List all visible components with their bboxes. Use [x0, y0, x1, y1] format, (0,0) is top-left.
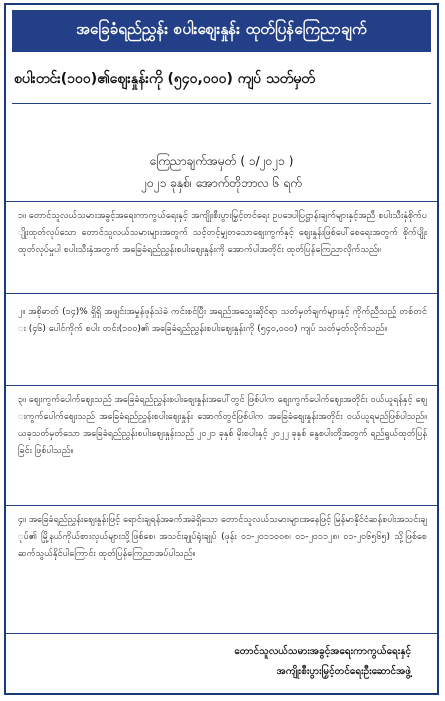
- notice-sheet: [4, 3, 439, 695]
- paragraph-2: [6, 293, 437, 385]
- paragraph-text: ၃။ စျေးကွက်ပေါက်စျေးသည် အခြေခံရည်ညွှန်းစပါးစျေးနှုန်းအပေါ်တွင် ဖြစ်ပါက စျေးကွက်ပေါက်စျေးအတိုင်း ဝယ်ယူရန်နှင့် စျေးကွက်ပေါက်စျေးသည် အခြေခံရည်ညွှန်းစပါးစျေးနှုန်း အောက်တွင်ဖြစ်ပါက အခြေခံစျေးနှုန်းအတိုင်း ဝယ်ယူရမည်ဖြစ်ပါသည်။ ယခုသတ်မှတ်သော အခြေခံရည်ညွှန်းစပါးစျေးနှုန်းသည် ၂၀၂၁ ခုနှစ် မိုးစပါးနှင့် ၂၀၂၂ ခုနှစ် နွေစပါးတို့အတွက် ရည်ရွယ်ထုတ်ပြန်ခြင်း ဖြစ်ပါသည်။: [18, 395, 427, 456]
- signature-line-2: အကျိုးစီးပွားမြှင့်တင်ရေးဦးဆောင်အဖွဲ့: [276, 666, 411, 677]
- paragraph-text: ၄။ အခြေခံရည်ညွှန်းစျေးနှုန်းဖြင့် ရောင်းချရန်အခက်အခဲရှိသော တောင်သူလယ်သမားများအနေဖြင့် မြန်မာနိုင်ငံဆန်စပါးအသင်းချုပ်၏ မြို့နယ်ကိုယ်စားလှယ်များသို့ဖြစ်စေ၊ အသင်းချုပ်ရုံးချုပ် (ဖုန်း ၀၁-၂၀၁၁၀၀၈၊ ၀၁-၂၀၁၁၂၈၊ ၀၁-၂၀၆၅၆၅) သို့ဖြစ်စေ ဆက်သွယ်နိုင်ပါကြောင်း ထုတ်ပြန်ကြေညာအပ်ပါသည်။: [18, 515, 427, 559]
- signature-block: [6, 633, 437, 693]
- paragraph-3: [6, 385, 437, 505]
- price-headline: စပါးတင်း(၁၀၀)၏စျေးနှုန်းကို (၅၄၀,၀၀၀) ကျပ် သတ်မှတ်: [14, 71, 315, 87]
- divider: [12, 103, 431, 104]
- paragraph-1: [6, 201, 437, 293]
- paragraph-4: [6, 505, 437, 633]
- signature-line-1: တောင်သူလယ်သမားအခွင့်အရေးကာကွယ်ရေးနှင့်: [234, 646, 411, 657]
- notice-number: ကြေညာချက်အမှတ် ( ၁/၂၀၂၁ ): [149, 154, 294, 168]
- paragraph-text: ၂။ အစိုဓာတ် (၁၄)% ရှိရှိ အဖျင်းအမှုန်ဖုန်သဲခဲ ကင်းစင်ပြီး အရည်အသွေးဆိုင်ရာ သတ်မှတ်ချက်များနှင့် ကိုက်ညီသည့် တစ်တင်း (၄၆) ပေါင်ကိုက် စပါး တင်း(၁၀၀)၏ အခြေခံရည်ညွှန်းစပါးစျေးနှုန်းကို (၅၄၀,၀၀၀) ကျပ် သတ်မှတ်လိုက်သည်။: [18, 307, 427, 334]
- notice-date: ၂၀၂၁ ခုနှစ်၊ အောက်တိုဘာလ ၆ ရက်: [141, 176, 302, 190]
- paragraph-text: ၁။ တောင်သူလယ်သမားအခွင့်အရေးကာကွယ်ရေးနှင့် အကျိုးစီးပွားမြှင့်တင်ရေး ဥပဒေပါပြဋ္ဌာန်းချက်များနှင့်အညီ စပါးသီးနှံစိုက်ပျိုးထုတ်လုပ်သော တောင်သူလယ်သမားများအတွက် သင့်တင့်မျှတသောစျေးကွက်နှင့် စျေးနှုန်းဖြစ်ပေါ်စေရေးအတွက် စိုက်ပျိုးထုတ်လုပ်မှုပါ စပါးသီးနှံအတွက် အခြေခံရည်ညွှန်းစပါးစျေးနှုန်းကို အောက်ပါအတိုင်း ထုတ်ပြန်ကြေညာလိုက်သည်။: [18, 211, 427, 255]
- notice-banner: အခြေခံရည်ညွှန်း စပါးစျေးနှုန်း ထုတ်ပြန်ကြေညာချက်: [12, 10, 431, 52]
